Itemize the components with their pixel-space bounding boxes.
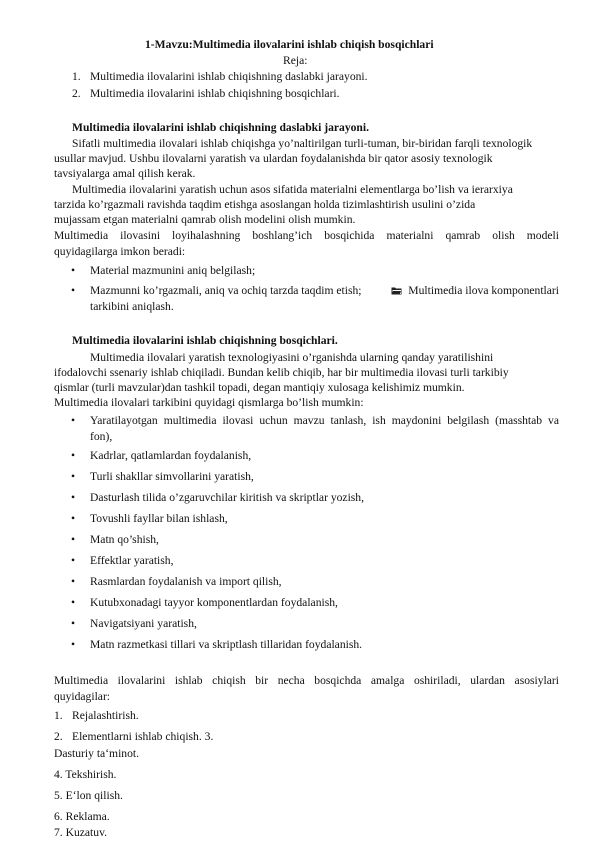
list-item: Navigatsiyani yaratish, [90, 617, 197, 630]
list-item-text: Mazmunni ko’rgazmali, aniq va ochiq tarzda taqdim etish; [90, 284, 362, 297]
bullet-icon: • [70, 596, 76, 609]
plan-heading: Reja: [283, 54, 308, 67]
document-title: 1-Mavzu:Multimedia ilovalarini ishlab chiqish bosqichlari [145, 38, 434, 51]
bullet-icon: • [70, 638, 76, 651]
paragraph-line: tarzida ko’rgazmali ravishda taqdim etishga asoslangan holda tizimlashtirish usulini o’zida [54, 198, 476, 211]
list-item [90, 284, 559, 298]
list-item: Turli shakllar simvollarini yaratish, [90, 470, 254, 483]
paragraph-line: Multimedia ilovalari yaratish texnologiyasini o’rganishda ularning qanday yaratilishini [90, 351, 494, 364]
bullet-icon: • [70, 449, 76, 462]
paragraph-line: usullar mavjud. Ushbu ilovalarni yaratish va ulardan foydalanishda bir qator asosiy texnologik [54, 152, 493, 165]
paragraph-line: Multimedia ilovalarini yaratish uchun asos sifatida materialni elementlarga bo’lish va ierarxiya [72, 183, 513, 196]
bullet-icon: • [70, 533, 76, 546]
list-line: 6. Reklama. [54, 810, 110, 823]
paragraph-line: tavsiyalarga amal qilish kerak. [54, 167, 196, 180]
folder-icon [391, 286, 402, 295]
list-item: Matn qo’shish, [90, 533, 159, 546]
section-heading: Multimedia ilovalarini ishlab chiqishning bosqichlari. [72, 334, 338, 347]
list-item: Dasturlash tilida o’zgaruvchilar kiritish va skriptlar yozish, [90, 491, 364, 504]
list-line: 4. Tekshirish. [54, 768, 117, 781]
plan-item: Multimedia ilovalarini ishlab chiqishning daslabki jarayoni. [90, 70, 368, 83]
bullet-icon: • [70, 554, 76, 567]
list-item: Elementlarni ishlab chiqish. 3. [72, 730, 214, 743]
bullet-icon: • [70, 264, 76, 277]
paragraph-line: Sifatli multimedia ilovalari ishlab chiqishga yo’naltirilgan turli-tuman, bir-biridan farqli texnologik [72, 137, 533, 150]
paragraph-line: Multimedia ilovalarini ishlab chiqish bir necha bosqichda amalga oshiriladi, ulardan asosiylari [54, 674, 559, 687]
list-item: Matn razmetkasi tillari va skriptlash tillaridan foydalanish. [90, 638, 363, 651]
list-item-text: Multimedia ilova komponentlari [408, 284, 559, 297]
list-item: Kadrlar, qatlamlardan foydalanish, [90, 449, 252, 462]
section-heading: Multimedia ilovalarini ishlab chiqishning daslabki jarayoni. [72, 121, 369, 134]
list-line: 5. E‘lon qilish. [54, 789, 123, 802]
paragraph-line: mujassam etgan materialni qamrab olish modelini olish mumkin. [54, 213, 356, 226]
list-number: 2. [54, 730, 63, 743]
paragraph-line: ifodalovchi ssenariy ishlab chiqiladi. Bundan kelib chiqib, har bir multimedia ilovasi turli tarkibiy [54, 366, 509, 379]
bullet-icon: • [70, 284, 76, 297]
bullet-icon: • [70, 414, 76, 427]
list-item-continuation: fon), [90, 430, 113, 443]
plan-item-number: 2. [72, 87, 81, 100]
bullet-icon: • [70, 491, 76, 504]
list-line: Dasturiy ta‘minot. [54, 747, 140, 760]
list-item: Effektlar yaratish, [90, 554, 174, 567]
list-item: Yaratilayotgan multimedia ilovasi uchun mavzu tanlash, ish maydonini belgilash (masshtab va [90, 414, 559, 427]
paragraph-line: Multimedia ilovasini loyihalashning boshlang’ich bosqichida materialni qamrab olish modeli [54, 229, 559, 242]
paragraph-line: quyidagilar: [54, 690, 111, 703]
bullet-icon: • [70, 575, 76, 588]
list-item: Rasmlardan foydalanish va import qilish, [90, 575, 282, 588]
plan-item-number: 1. [72, 70, 81, 83]
bullet-icon: • [70, 470, 76, 483]
list-item: Material mazmunini aniq belgilash; [90, 264, 256, 277]
paragraph-line: Multimedia ilovalari tarkibini quyidagi qismlarga bo’lish mumkin: [54, 396, 364, 409]
paragraph-line: quyidagilarga imkon beradi: [54, 245, 186, 258]
bullet-icon: • [70, 512, 76, 525]
list-line: 7. Kuzatuv. [54, 826, 108, 839]
list-item-tail [383, 284, 559, 298]
bullet-icon: • [70, 617, 76, 630]
list-item: Rejalashtirish. [72, 709, 139, 722]
list-item-continuation: tarkibini aniqlash. [90, 300, 174, 313]
plan-item: Multimedia ilovalarini ishlab chiqishning bosqichlari. [90, 87, 340, 100]
list-item: Kutubxonadagi tayyor komponentlardan foydalanish, [90, 596, 338, 609]
paragraph-line: qismlar (turli mavzular)dan tashkil topadi, degan mantiqiy xulosaga kelishimiz mumkin. [54, 381, 465, 394]
list-number: 1. [54, 709, 63, 722]
list-item: Tovushli fayllar bilan ishlash, [90, 512, 228, 525]
